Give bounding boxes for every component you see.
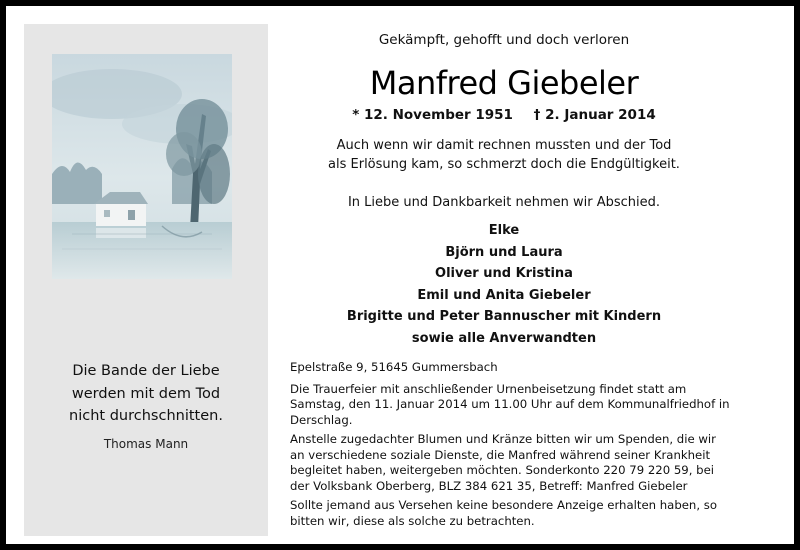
funeral-info: Die Trauerfeier mit anschließender Urnenbeisetzung findet statt am Samstag, den 11. Januar 2014 um 11.00 Uhr auf dem Kommunalfriedhof in Derschlag.: [290, 381, 730, 427]
mourner-item: sowie alle Anverwandten: [411, 330, 597, 346]
quote-line: werden mit dem Tod: [71, 385, 221, 402]
watercolor-painting: [52, 54, 232, 279]
mourner-item: Emil und Anita Giebeler: [417, 287, 591, 303]
mourners-list: [284, 220, 724, 349]
details-block: [290, 360, 730, 533]
quote-line: nicht durchschnitten.: [69, 408, 223, 424]
address: Epelstraße 9, 51645 Gummersbach: [290, 360, 498, 374]
verse: [284, 136, 724, 174]
closing-note: Sollte jemand aus Versehen keine besondere Anzeige erhalten haben, so bitten wir, diese als solche zu betrachten.: [290, 498, 718, 528]
life-dates: [284, 107, 724, 123]
death-date: † 2. Januar 2014: [533, 107, 656, 123]
quote-line: Die Bande der Liebe: [72, 363, 220, 379]
quote-author: Thomas Mann: [103, 436, 189, 451]
mourner-item: Elke: [488, 223, 520, 238]
mourner-item: Oliver und Kristina: [435, 266, 573, 281]
verse-line: Auch wenn wir damit rechnen mussten und der Tod: [336, 138, 672, 153]
mourner-item: Brigitte und Peter Bannuscher mit Kindern: [346, 309, 662, 324]
quote-block: [24, 360, 268, 451]
deceased-name: Manfred Giebeler: [369, 64, 639, 102]
donation-info: Anstelle zugedachter Blumen und Kränze bitten wir um Spenden, die wir an verschiedene soziale Dienste, die Manfred während seiner Krankheit begleitet haben, weitergeben möchten. Sonderkonto 220 79 220 59, bei der Volksbank Oberberg, BLZ 384 621 35, Betreff: Manfred Giebeler: [290, 432, 716, 493]
left-panel: [24, 24, 268, 536]
birth-date: * 12. November 1951: [352, 107, 513, 123]
motto: Gekämpft, gehofft und doch verloren: [378, 32, 630, 48]
mourner-item: Björn und Laura: [445, 244, 563, 260]
obituary-notice: [6, 6, 794, 544]
farewell-line: In Liebe und Dankbarkeit nehmen wir Abschied.: [347, 195, 661, 210]
verse-line: als Erlösung kam, so schmerzt doch die Endgültigkeit.: [328, 157, 680, 172]
